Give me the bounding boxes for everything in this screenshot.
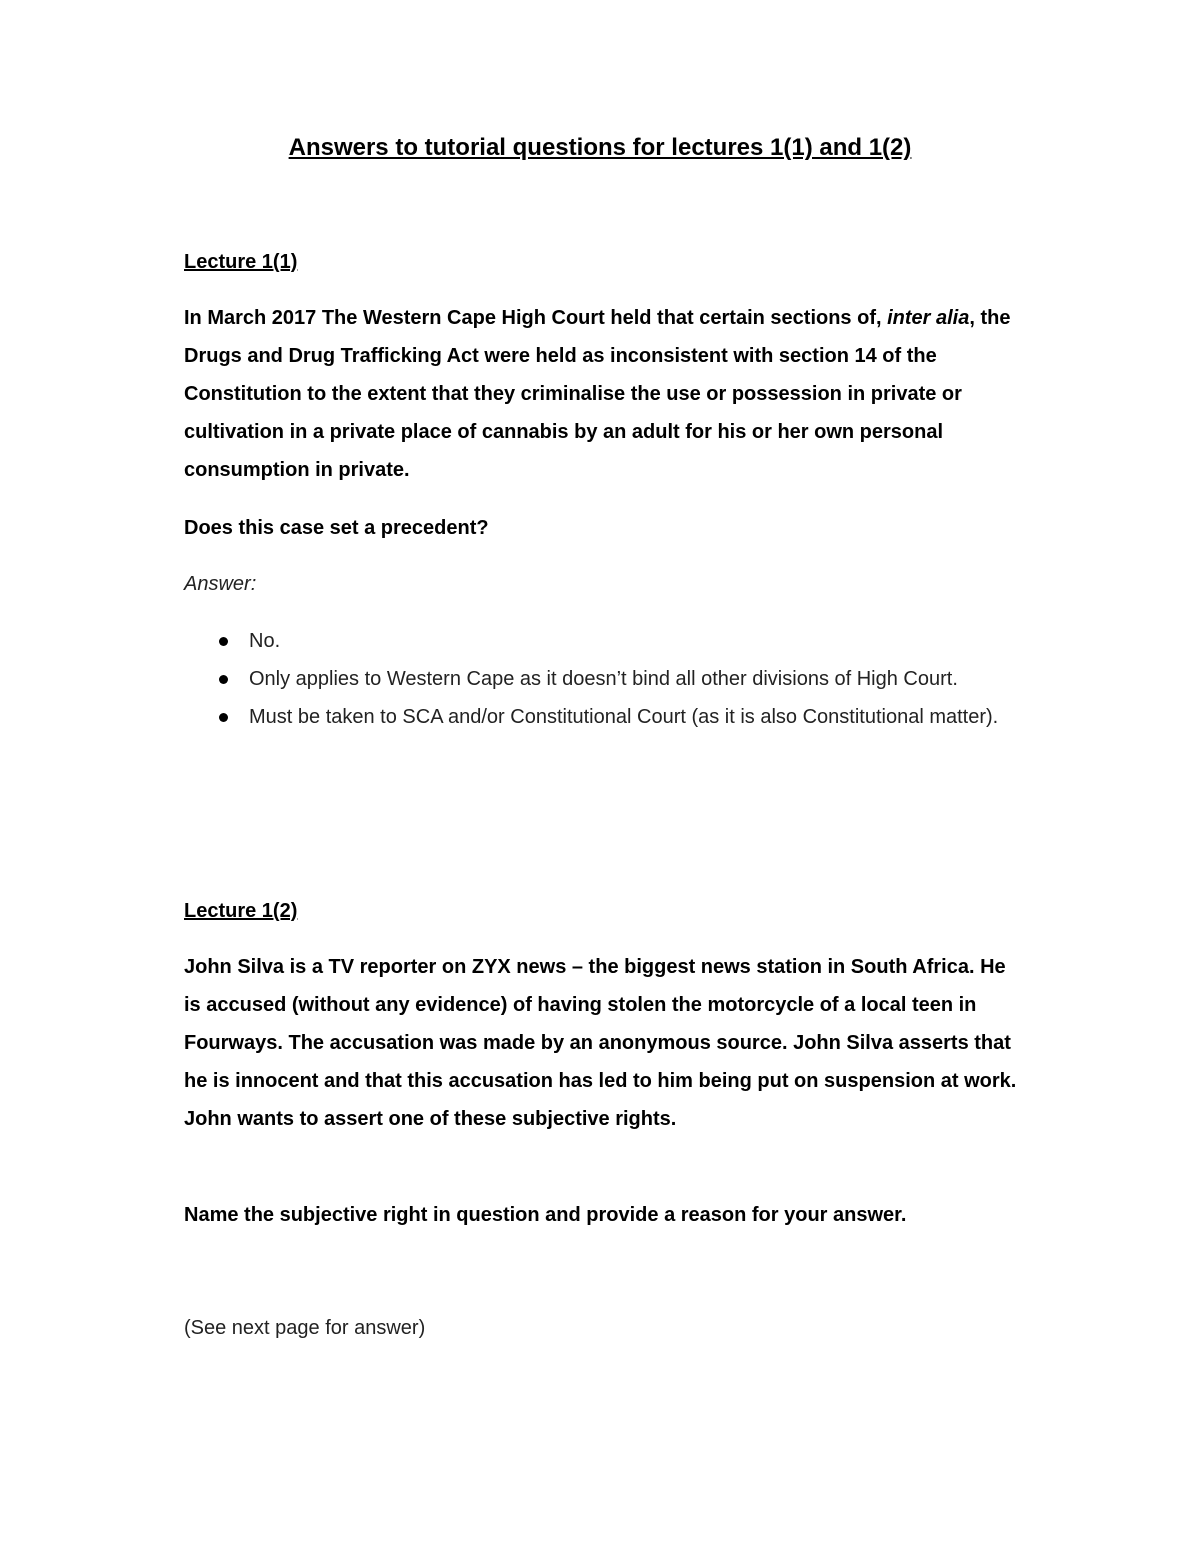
lecture-1-1-paragraph-start: In March 2017 The Western Cape High Court held that certain sections of, bbox=[184, 307, 888, 329]
answer-text: Only applies to Western Cape as it doesn’t bind all other divisions of High Court. bbox=[249, 668, 958, 690]
lecture-1-1-paragraph-end: , the Drugs and Drug Trafficking Act were held as inconsistent with section 14 of the Constitution to the extent that they criminalise the use or possession in private or cultivation in a private place of cannabis by an adult for his or her own personal consumption in private. bbox=[184, 307, 1011, 481]
lecture-1-1-question: Does this case set a precedent? bbox=[184, 517, 489, 539]
list-item bbox=[184, 622, 1024, 660]
list-item bbox=[184, 660, 1024, 698]
list-item bbox=[184, 698, 1024, 736]
answer-text: Must be taken to SCA and/or Constitutional Court (as it is also Constitutional matter). bbox=[249, 706, 999, 728]
lecture-1-2-paragraph: John Silva is a TV reporter on ZYX news – the biggest news station in South Africa. He is accused (without any evidence) of having stolen the motorcycle of a local teen in Fourways. The accusation was made by an anonymous source. John Silva asserts that he is innocent and that this accusation has led to him being put on suspension at work. John wants to assert one of these subjective rights. bbox=[184, 956, 1017, 1130]
lecture-1-1-paragraph bbox=[184, 299, 1024, 489]
next-page-note: (See next page for answer) bbox=[184, 1317, 426, 1339]
bullet-icon bbox=[219, 713, 228, 722]
lecture-1-1-heading: Lecture 1(1) bbox=[184, 251, 298, 273]
bullet-icon bbox=[219, 675, 228, 684]
answer-list bbox=[184, 622, 1024, 736]
lecture-1-1-paragraph-italic: inter alia bbox=[887, 307, 970, 329]
bullet-icon bbox=[219, 637, 228, 646]
lecture-1-2-heading: Lecture 1(2) bbox=[184, 900, 298, 922]
answer-label: Answer: bbox=[184, 573, 257, 595]
answer-text: No. bbox=[249, 630, 281, 652]
document-title: Answers to tutorial questions for lectures 1(1) and 1(2) bbox=[288, 134, 912, 161]
lecture-1-2-question: Name the subjective right in question and provide a reason for your answer. bbox=[184, 1204, 907, 1226]
